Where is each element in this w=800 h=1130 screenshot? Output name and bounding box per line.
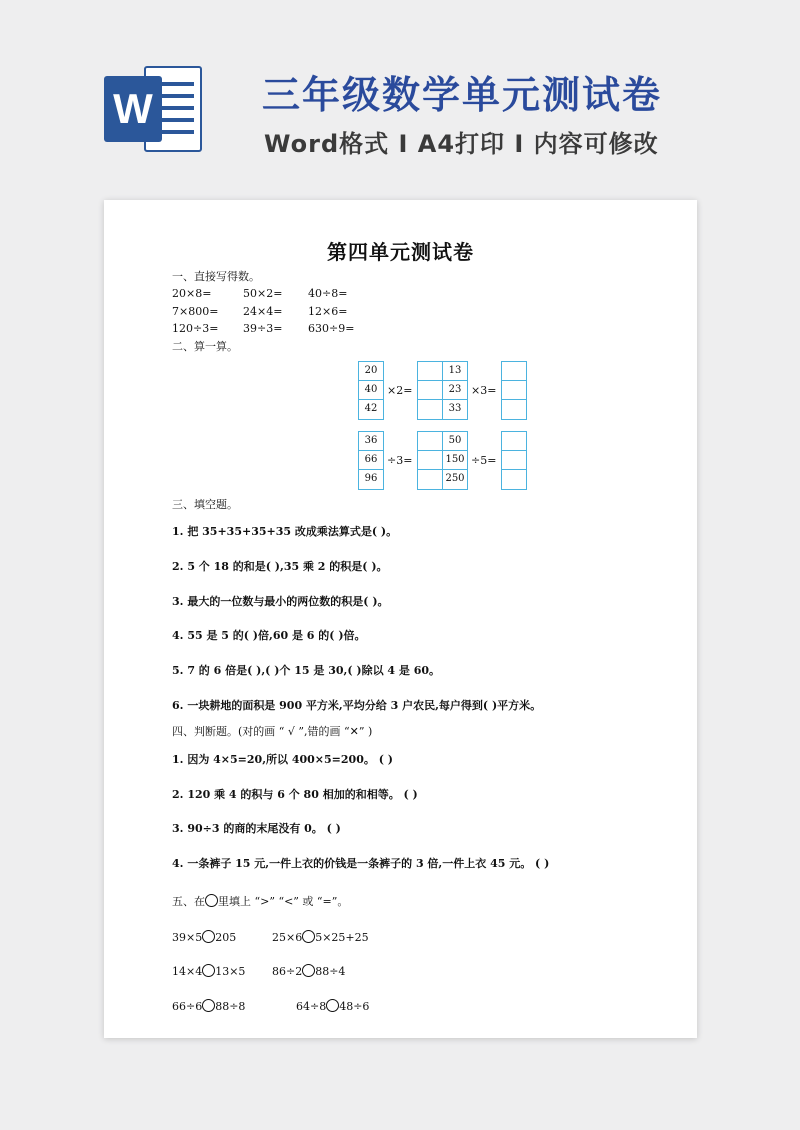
header-banner <box>0 0 800 190</box>
answer-cell[interactable] <box>418 400 442 419</box>
judge-item: 2. 120 乘 4 的积与 6 个 80 相加的和相等。 ( ) <box>172 788 418 801</box>
calc-item: 7×800= <box>172 305 219 318</box>
compare-circle[interactable] <box>202 999 215 1012</box>
number-cell: 96 <box>364 473 378 484</box>
calc-item: 20×8= <box>172 287 212 300</box>
answer-cell[interactable] <box>502 451 526 470</box>
number-cell: 20 <box>359 362 383 381</box>
number-cell: 66 <box>359 451 383 470</box>
calc-item: 120÷3= <box>172 322 219 335</box>
circle-icon <box>205 894 218 907</box>
answer-column[interactable] <box>417 361 443 420</box>
document-title: 第四单元测试卷 <box>327 240 474 264</box>
operator-label: ×3= <box>471 384 497 397</box>
document-page <box>104 200 697 1038</box>
section-2-heading: 二、算一算。 <box>172 340 238 353</box>
fill-item: 5. 7 的 6 倍是( ),( )个 15 是 30,( )除以 4 是 60。 <box>172 664 441 677</box>
number-column <box>442 431 468 490</box>
number-column <box>358 431 384 490</box>
fill-item: 2. 5 个 18 的和是( ),35 乘 2 的积是( )。 <box>172 560 388 573</box>
calc-item: 39÷3= <box>243 322 283 335</box>
number-cell: 40 <box>359 381 383 400</box>
number-cell: 36 <box>359 432 383 451</box>
word-icon <box>104 62 204 156</box>
answer-cell[interactable] <box>418 470 442 489</box>
number-cell: 33 <box>448 403 462 414</box>
calc-item: 12×6= <box>308 305 348 318</box>
number-cell: 42 <box>364 403 378 414</box>
banner-title: 三年级数学单元测试卷 <box>262 73 663 117</box>
compare-item: 25×6 5×25+25 <box>272 931 369 944</box>
number-cell: 23 <box>443 381 467 400</box>
compare-circle[interactable] <box>326 999 339 1012</box>
word-icon-letter: W <box>104 76 162 142</box>
answer-column[interactable] <box>417 431 443 490</box>
number-cell: 150 <box>443 451 467 470</box>
fill-item: 1. 把 35+35+35+35 改成乘法算式是( )。 <box>172 525 398 538</box>
answer-cell[interactable] <box>502 400 526 419</box>
section-5-heading: 五、在 里填上 “>” “<” 或 “=”。 <box>172 895 349 908</box>
number-cell: 50 <box>443 432 467 451</box>
answer-cell[interactable] <box>418 451 442 470</box>
compare-item: 64÷8 48÷6 <box>296 1000 370 1013</box>
operator-label: ×2= <box>387 384 413 397</box>
compare-circle[interactable] <box>202 964 215 977</box>
calc-item: 50×2= <box>243 287 283 300</box>
calc-item: 630÷9= <box>308 322 355 335</box>
number-column <box>358 361 384 420</box>
answer-cell[interactable] <box>418 362 442 381</box>
answer-cell[interactable] <box>502 362 526 381</box>
compare-item: 66÷6 88÷8 <box>172 1000 246 1013</box>
answer-cell[interactable] <box>502 381 526 400</box>
compare-circle[interactable] <box>302 930 315 943</box>
fill-item: 3. 最大的一位数与最小的两位数的积是( )。 <box>172 595 389 608</box>
operator-label: ÷3= <box>387 454 413 467</box>
number-cell: 13 <box>443 362 467 381</box>
section-1-heading: 一、直接写得数。 <box>172 270 260 283</box>
answer-cell[interactable] <box>502 432 526 451</box>
calc-item: 24×4= <box>243 305 283 318</box>
fill-item: 6. 一块耕地的面积是 900 平方米,平均分给 3 户农民,每户得到( )平方米。 <box>172 699 542 712</box>
compare-circle[interactable] <box>202 930 215 943</box>
section-3-heading: 三、填空题。 <box>172 498 238 511</box>
compare-item: 14×4 13×5 <box>172 965 246 978</box>
compare-item: 86÷2 88÷4 <box>272 965 346 978</box>
section-4-heading: 四、判断题。(对的画 “ √ ”,错的画 “✕” ) <box>172 725 373 738</box>
judge-item: 3. 90÷3 的商的末尾没有 0。 ( ) <box>172 822 341 835</box>
compare-circle[interactable] <box>302 964 315 977</box>
answer-cell[interactable] <box>418 432 442 451</box>
answer-cell[interactable] <box>502 470 526 489</box>
fill-item: 4. 55 是 5 的( )倍,60 是 6 的( )倍。 <box>172 629 366 642</box>
operator-label: ÷5= <box>471 454 497 467</box>
judge-item: 1. 因为 4×5=20,所以 400×5=200。 ( ) <box>172 753 393 766</box>
number-column <box>442 361 468 420</box>
judge-item: 4. 一条裤子 15 元,一件上衣的价钱是一条裤子的 3 倍,一件上衣 45 元。 ( ) <box>172 857 550 870</box>
answer-column[interactable] <box>501 361 527 420</box>
answer-column[interactable] <box>501 431 527 490</box>
answer-cell[interactable] <box>418 381 442 400</box>
compare-item: 39×5 205 <box>172 931 237 944</box>
number-cell: 250 <box>445 473 465 484</box>
banner-subtitle: Word格式 I A4打印 I 内容可修改 <box>264 130 659 158</box>
calc-item: 40÷8= <box>308 287 348 300</box>
